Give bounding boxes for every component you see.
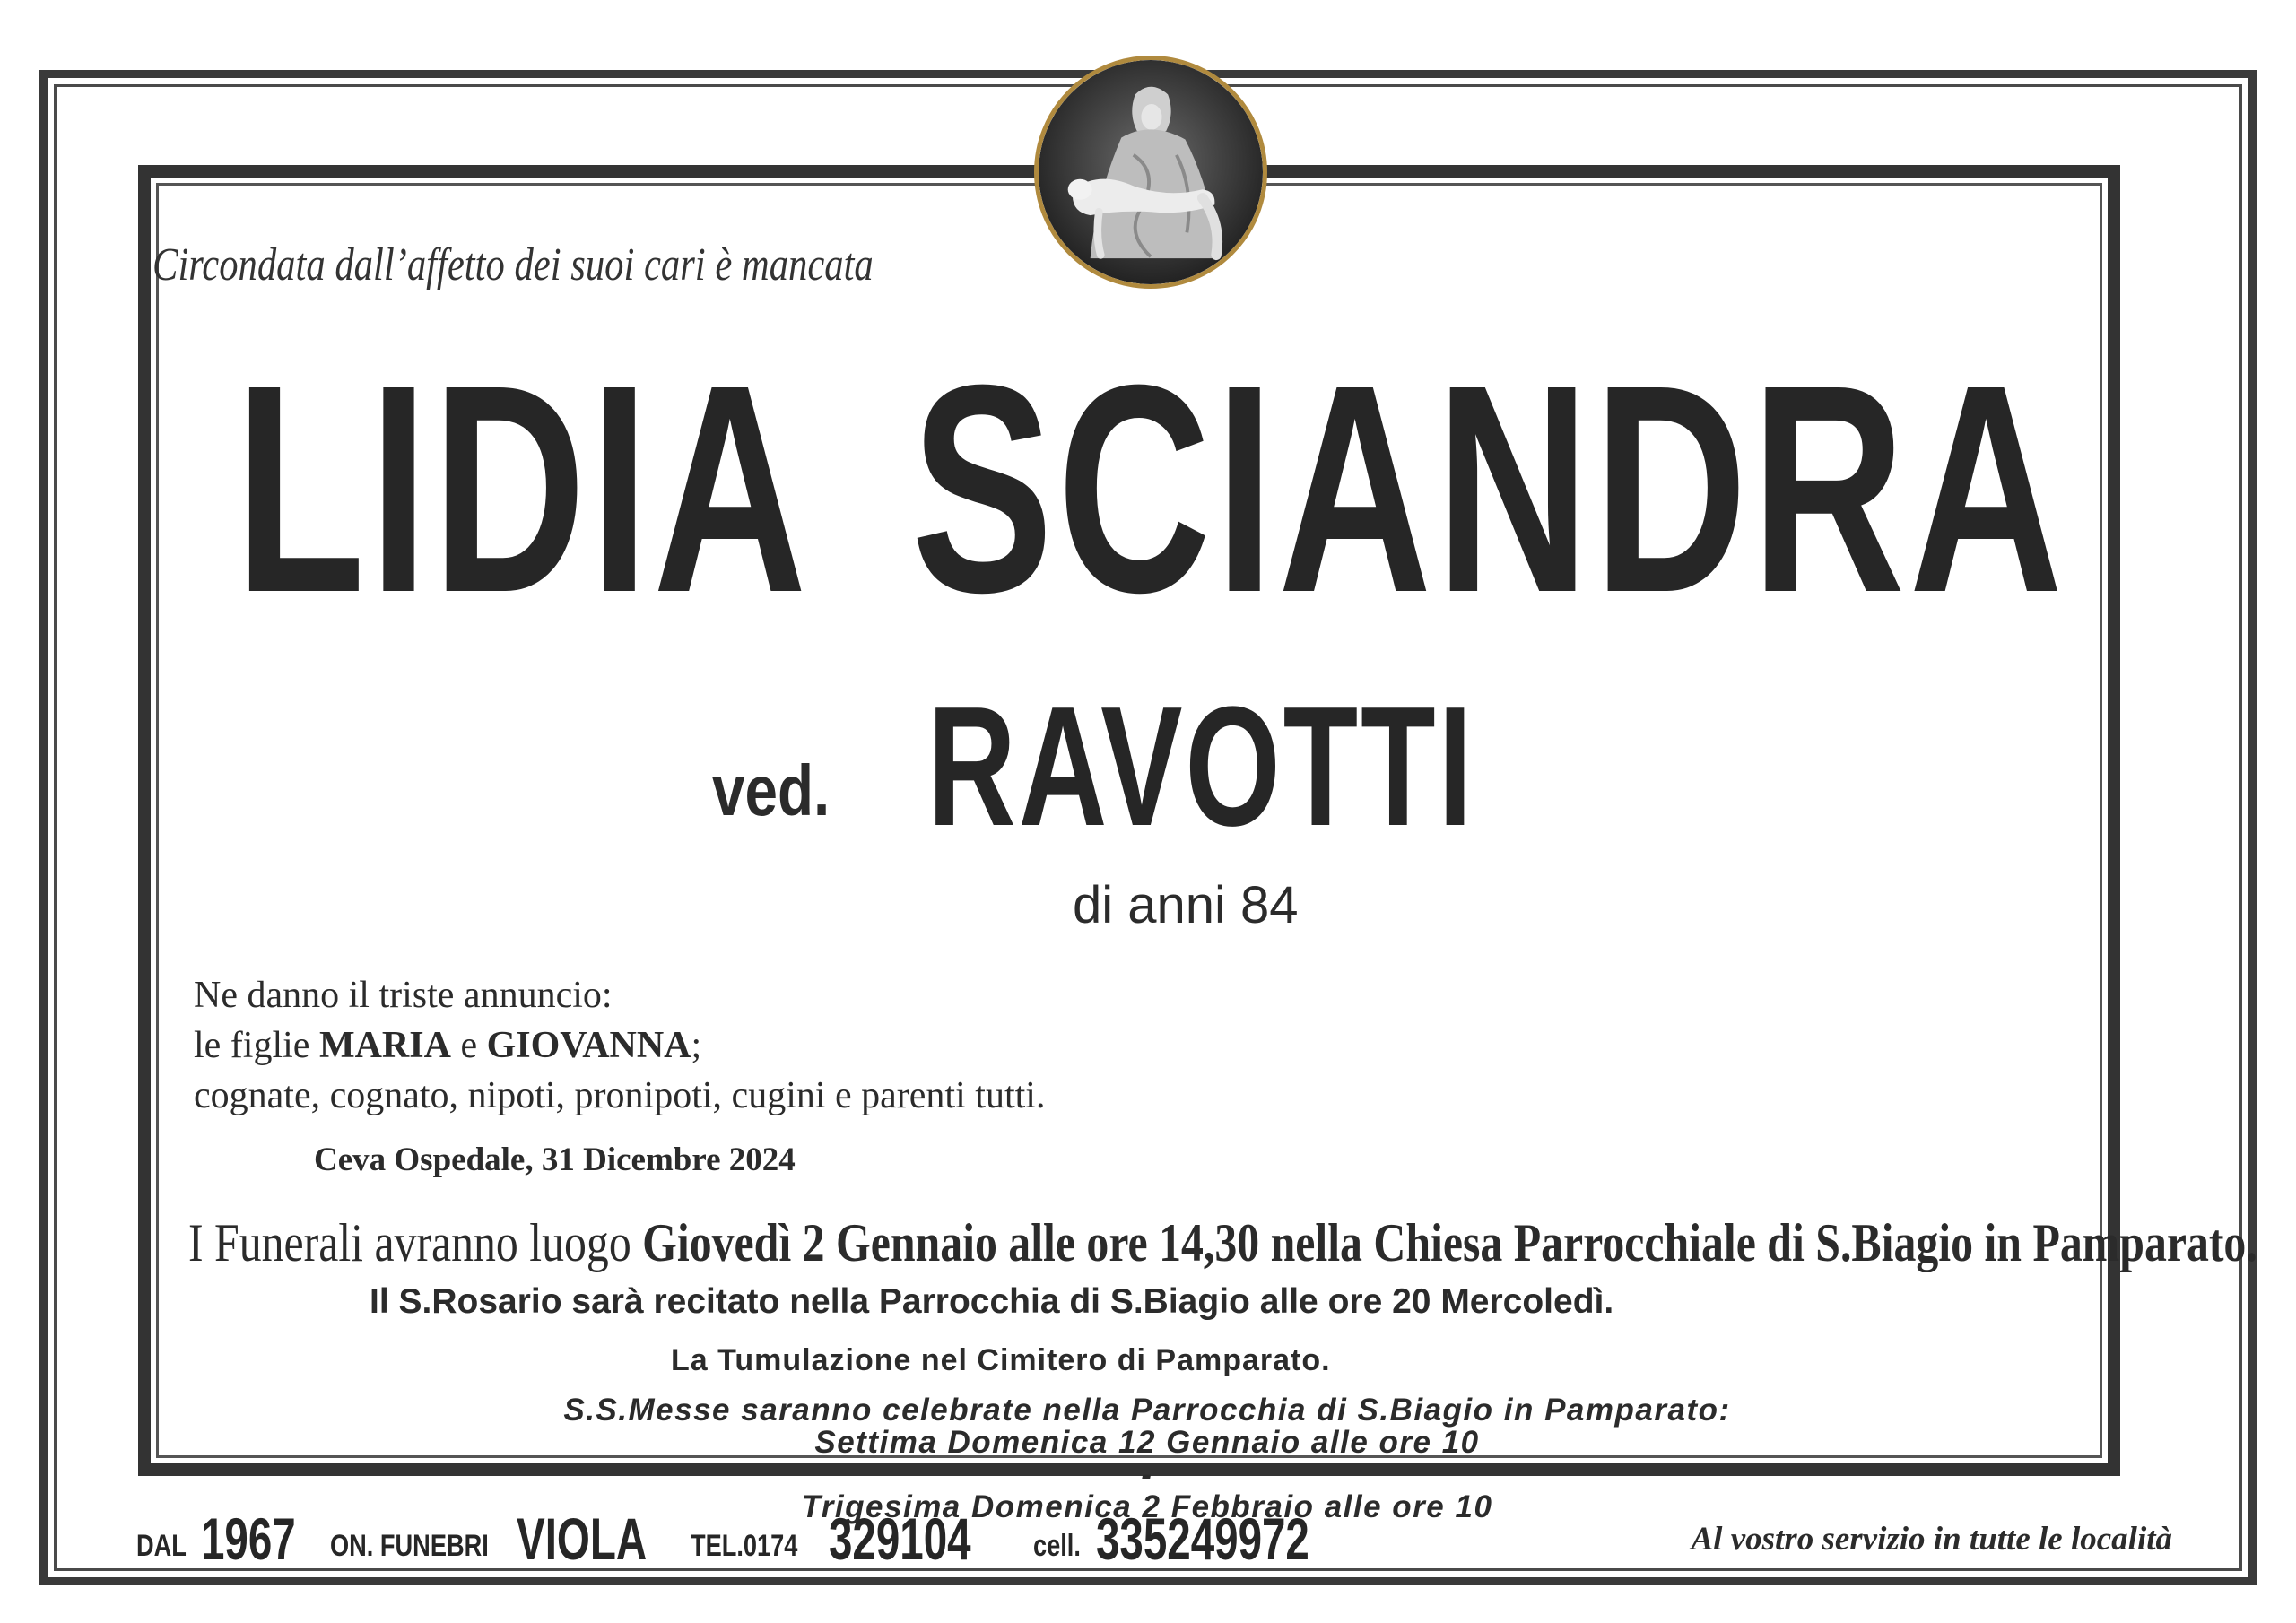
announcers-prefix: le figlie [194,1025,319,1066]
daughter-name: GIOVANNA [486,1025,691,1066]
cell-label: cell. [1033,1529,1081,1563]
rosary-info: Il S.Rosario sarà recitato nella Parrocchia di S.Biagio alle ore 20 Mercoledì. [370,1282,1614,1321]
tel-label: TEL.0174 [691,1529,798,1563]
married-name: RAVOTTI [927,672,1475,862]
thirtieth-mass: Trigesima Domenica 2 Febbraio alle ore 10 [801,1489,1493,1524]
daughter-name: MARIA [318,1025,451,1066]
seventh-mass: Settima Domenica 12 Gennaio alle ore 10 [814,1425,1480,1460]
funeral-home-footer [136,1501,2172,1573]
slogan: Al vostro servizio in tutte le località [1691,1521,2172,1558]
announcers-suffix: ; [691,1025,702,1066]
deceased-name [235,323,2067,654]
announcers-line-3: cognate, cognato, nipoti, pronipoti, cugini e parenti tutti. [194,1075,1046,1116]
tel-number: 329104 [829,1506,971,1572]
cell-number: 335249972 [1096,1506,1309,1572]
announcers-line-1: Ne danno il triste annuncio: [194,975,613,1016]
announcers-line-2 [194,1020,1045,1071]
pieta-icon [1034,56,1267,289]
first-name: LIDIA [235,323,804,654]
since-label: DAL [136,1529,187,1563]
last-name: SCIANDRA [910,323,2067,654]
widow-prefix: ved. [712,751,831,830]
age-text: di anni 84 [1073,876,1299,934]
funeral-info [188,1212,2257,1274]
since-year: 1967 [201,1506,296,1572]
masses-line-1: S.S.Messe saranno celebrate nella Parrocchia di S.Biagio in Pamparato: [563,1393,1731,1428]
place-date: Ceva Ospedale, 31 Dicembre 2024 [314,1141,796,1178]
funeral-details: Giovedì 2 Gennaio alle ore 14,30 nella Chiesa Parrocchiale di S.Biagio in Pamparato. [642,1213,2257,1272]
intro-text: Circondata dall’affetto dei suoi cari è mancata [152,239,874,291]
onf-label: ON. FUNEBRI [330,1529,489,1563]
announcers-block [194,970,1045,1121]
burial-info: La Tumulazione nel Cimitero di Pamparato. [671,1343,1331,1377]
company-name: VIOLA [517,1506,648,1572]
announcers-conj: e [450,1025,487,1066]
funeral-prefix: I Funerali avranno luogo [188,1213,643,1272]
masses-separator: - [1141,1457,1153,1492]
